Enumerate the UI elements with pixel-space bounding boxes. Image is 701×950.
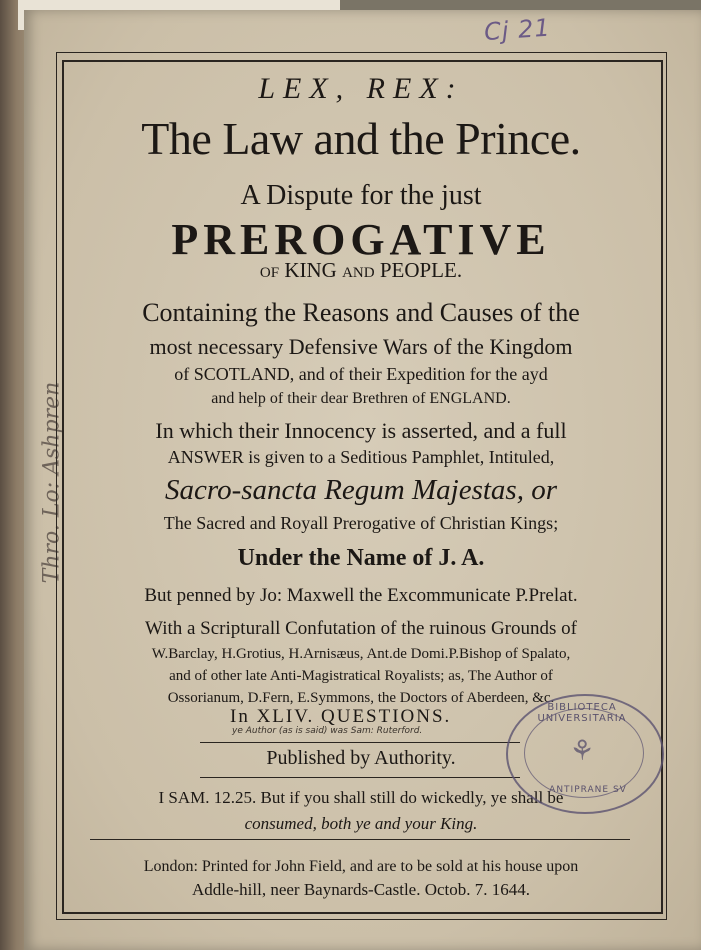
body-line: In which their Innocency is asserted, and a full bbox=[155, 418, 567, 443]
body-line: Containing the Reasons and Causes of the bbox=[142, 298, 580, 327]
catalog-mark: Cj 21 bbox=[483, 13, 552, 47]
imprint-line: Addle-hill, neer Baynards-Castle. Octob. 7. 1644. bbox=[191, 880, 531, 899]
questions-line: In XLIV. QUESTIONS. bbox=[230, 706, 452, 727]
subtitle-king-people: of KING and PEOPLE. bbox=[259, 258, 463, 282]
published-by-authority: Published by Authority. bbox=[266, 747, 456, 769]
body-line: The Sacred and Royall Prerogative of Christian Kings; bbox=[163, 513, 559, 533]
body-line: W.Barclay, H.Grotius, H.Arnisæus, Ant.de Domi.P.Bishop of Spalato, bbox=[151, 646, 571, 662]
title-latin: LEX, REX: bbox=[258, 72, 464, 105]
handwritten-annotation: ye Author (as is said) was Sam: Ruterford. bbox=[232, 726, 423, 736]
divider-rule bbox=[200, 742, 520, 743]
wheat-sheaf-icon: ⚘ bbox=[569, 736, 595, 767]
body-line: Ossorianum, D.Fern, E.Symmons, the Doctors of Aberdeen, &c. bbox=[167, 690, 555, 706]
epigraph-line: consumed, both ye and your King. bbox=[244, 814, 478, 833]
body-line: of SCOTLAND, and of their Expedition for the ayd bbox=[174, 364, 548, 384]
body-line: most necessary Defensive Wars of the Kingdom bbox=[149, 334, 573, 359]
body-line: and of other late Anti-Magistratical Royalists; as, The Author of bbox=[169, 668, 553, 684]
divider-rule bbox=[200, 777, 520, 778]
body-line: With a Scripturall Confutation of the ruinous Grounds of bbox=[145, 618, 577, 639]
library-stamp-text: ANTIPRANE SV bbox=[549, 785, 627, 795]
body-line-pseudonym: Under the Name of J. A. bbox=[237, 545, 485, 571]
body-line: ANSWER is given to a Seditious Pamphlet, Intituled, bbox=[167, 447, 555, 467]
imprint-line: London: Printed for John Field, and are to be sold at his house upon bbox=[143, 858, 579, 875]
body-line: But penned by Jo: Maxwell the Excommunicate P.Prelat. bbox=[144, 585, 578, 606]
body-line: and help of their dear Brethren of ENGLAND. bbox=[211, 390, 511, 407]
library-stamp-text: BIBLIOTECA UNIVERSITARIA bbox=[537, 702, 627, 724]
body-line-sacro-sancta: Sacro-sancta Regum Majestas, or bbox=[165, 474, 557, 506]
subtitle-dispute: A Dispute for the just bbox=[240, 180, 482, 211]
divider-rule bbox=[90, 839, 630, 840]
title-main: The Law and the Prince. bbox=[141, 113, 581, 164]
subtitle-prerogative: PREROGATIVE bbox=[171, 215, 551, 264]
epigraph-line: I SAM. 12.25. But if you shall still do wickedly, ye shall be bbox=[158, 788, 564, 807]
handwritten-signature: Thro. Lo: Ashpren bbox=[39, 381, 65, 584]
